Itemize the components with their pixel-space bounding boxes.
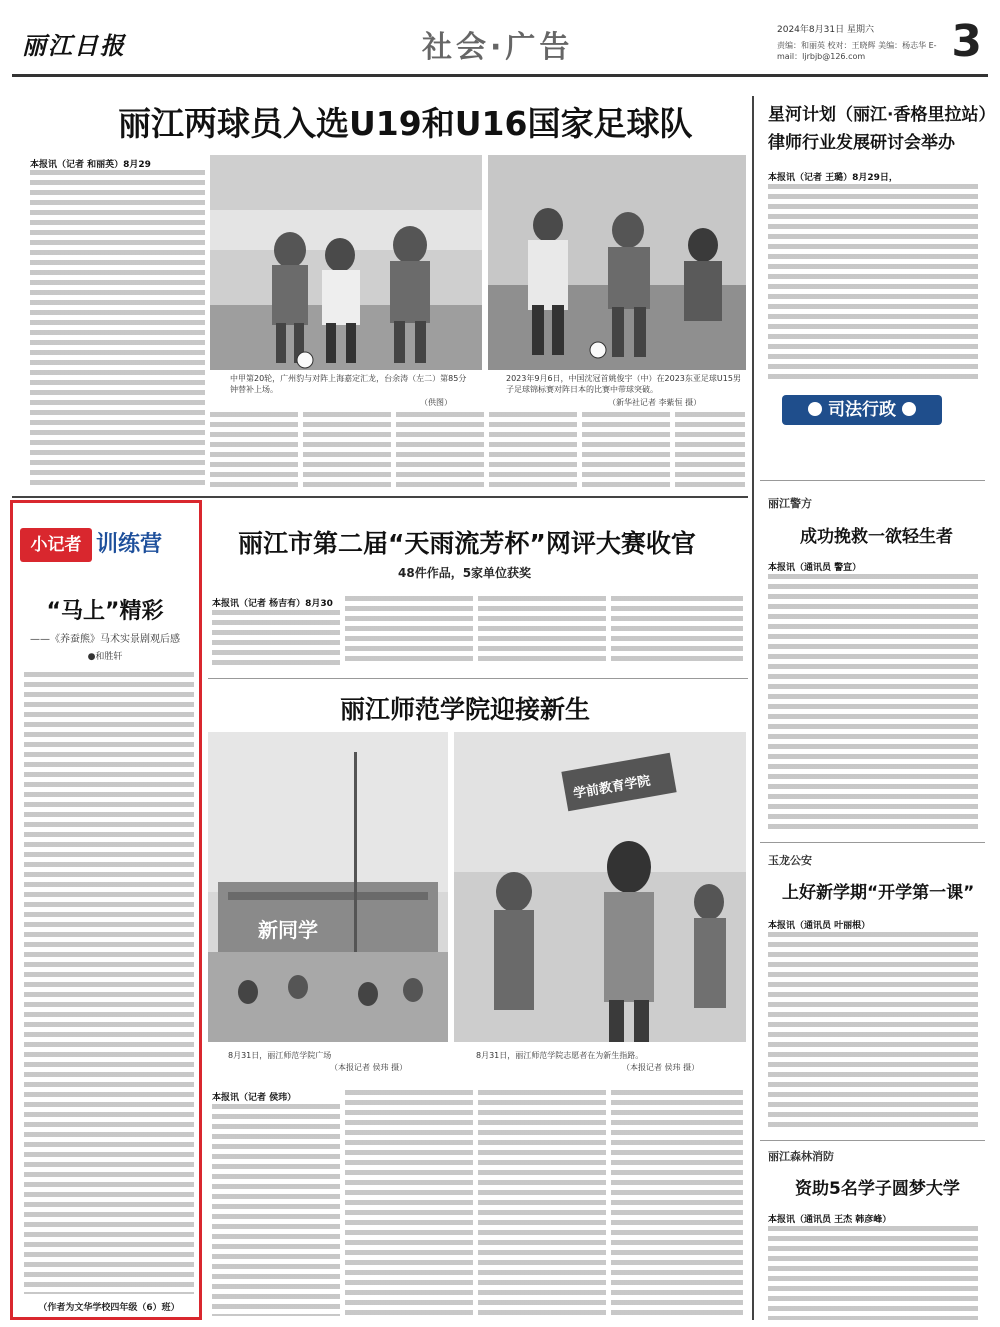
training-camp-subtitle: ——《养蚕熊》马术实景剧观后感 xyxy=(30,634,180,645)
police-headline: 成功挽救一欲轻生者 xyxy=(800,527,953,547)
bullet-icon xyxy=(902,402,916,416)
college-sign-text: 新同学 xyxy=(258,918,318,942)
college-photo-1 xyxy=(208,732,448,1042)
right-divider-3 xyxy=(760,1140,985,1141)
football-text-col5 xyxy=(489,412,577,490)
football-photo-1-caption: 中甲第20轮，广州豹与对阵上海嘉定汇龙，台余涛（左二）第85分钟替补上场。 xyxy=(230,374,467,394)
forest-fire-headline: 资助5名学子圆梦大学 xyxy=(795,1179,960,1199)
legal-administration-banner xyxy=(782,395,942,425)
lawyer-headline-line1: 星河计划（丽江·香格里拉站） xyxy=(768,105,996,125)
football-photo-2 xyxy=(488,155,746,370)
award-text-col3 xyxy=(478,596,606,666)
page-number: 3 xyxy=(951,16,982,67)
training-camp-text xyxy=(24,672,194,1294)
forest-fire-lead: 本报讯（通讯员 王杰 韩彦峰） xyxy=(768,1215,892,1225)
yulong-lead: 本报讯（通讯员 叶丽根） xyxy=(768,921,871,931)
lawyer-lead: 本报讯（记者 王璐）8月29日， xyxy=(768,173,898,183)
training-camp-banner xyxy=(20,528,192,568)
yulong-text xyxy=(768,932,978,1130)
college-photo-1-credit: （本报记者 侯玮 摄） xyxy=(330,1063,408,1072)
editor-credits: 责编：和丽英 校对：王晓辉 美编：杨志华 E-mail：ljrbjb@126.com xyxy=(777,41,937,61)
bullet-icon xyxy=(808,402,822,416)
football-photo-2-credit: （新华社记者 李紫恒 摄） xyxy=(608,398,702,407)
section-divider xyxy=(12,496,748,498)
college-photo-2-credit: （本报记者 侯玮 摄） xyxy=(622,1063,700,1072)
yulong-headline: 上好新学期“开学第一课” xyxy=(782,883,975,903)
award-text-col2 xyxy=(345,596,473,666)
award-headline: 丽江市第二届“天雨流芳杯”网评大赛收官 xyxy=(238,529,696,558)
football-text-col2 xyxy=(210,412,298,490)
masthead-rule xyxy=(12,74,988,77)
college-photo-1-caption: 8月31日，丽江师范学院广场 xyxy=(228,1051,332,1060)
college-text-col2 xyxy=(345,1090,473,1316)
college-photo-2-caption: 8月31日，丽江师范学院志愿者在为新生指路。 xyxy=(476,1051,644,1060)
training-camp-tag-blue: 训练营 xyxy=(96,532,163,557)
legal-bar-label: 司法行政 xyxy=(828,400,896,420)
training-camp-footer: （作者为文华学校四年级（6）班） xyxy=(38,1303,180,1313)
training-camp-title: “马上”精彩 xyxy=(46,599,164,624)
award-divider xyxy=(208,678,748,679)
training-camp-tag-red: 小记者 xyxy=(20,528,92,562)
college-text-col1 xyxy=(212,1104,340,1316)
right-divider-1 xyxy=(760,480,985,481)
football-photo-1 xyxy=(210,155,482,370)
forest-fire-text xyxy=(768,1226,978,1320)
award-lead: 本报讯（记者 杨吉有）8月30 xyxy=(212,599,333,609)
lawyer-text xyxy=(768,184,978,380)
college-text-col3 xyxy=(478,1090,606,1316)
police-text xyxy=(768,574,978,834)
football-text-col1 xyxy=(30,170,205,490)
forest-fire-tag: 丽江森林消防 xyxy=(768,1150,834,1163)
award-subhead: 48件作品，5家单位获奖 xyxy=(398,566,532,580)
issue-date: 2024年8月31日 星期六 xyxy=(777,25,874,35)
college-lead: 本报讯（记者 侯玮） xyxy=(212,1093,297,1103)
police-lead: 本报讯（通讯员 警宣） xyxy=(768,563,862,573)
football-photo-1-credit: （供图） xyxy=(420,398,452,407)
college-text-col4 xyxy=(611,1090,743,1316)
police-tag: 丽江警方 xyxy=(768,497,812,510)
masthead xyxy=(12,8,988,70)
newspaper-logo: 丽江日报 xyxy=(22,31,126,60)
column-divider xyxy=(752,96,754,1320)
award-text-col1 xyxy=(212,610,340,666)
football-headline: 丽江两球员入选U19和U16国家足球队 xyxy=(118,104,693,143)
college-sign-2-text: 学前教育学院 xyxy=(572,773,652,802)
award-text-col4 xyxy=(611,596,743,666)
right-divider-2 xyxy=(760,842,985,843)
lawyer-headline-line2: 律师行业发展研讨会举办 xyxy=(768,133,955,153)
college-photo-2 xyxy=(454,732,746,1042)
yulong-police-tag: 玉龙公安 xyxy=(768,854,812,867)
college-headline: 丽江师范学院迎接新生 xyxy=(340,695,591,724)
football-text-col3 xyxy=(303,412,391,490)
football-text-col7 xyxy=(675,412,745,490)
section-title: 社会·广告 xyxy=(422,30,574,65)
football-lead: 本报讯（记者 和丽英）8月29 xyxy=(30,160,151,170)
football-text-col6 xyxy=(582,412,670,490)
football-text-col4 xyxy=(396,412,484,490)
football-photo-2-caption: 2023年9月6日，中国沈冠首姚俊宇（中）在2023东亚足球U15男子足球锦标赛对阵日本的比赛中带球突破。 xyxy=(506,374,741,394)
training-camp-author: ●和胜轩 xyxy=(87,652,123,662)
